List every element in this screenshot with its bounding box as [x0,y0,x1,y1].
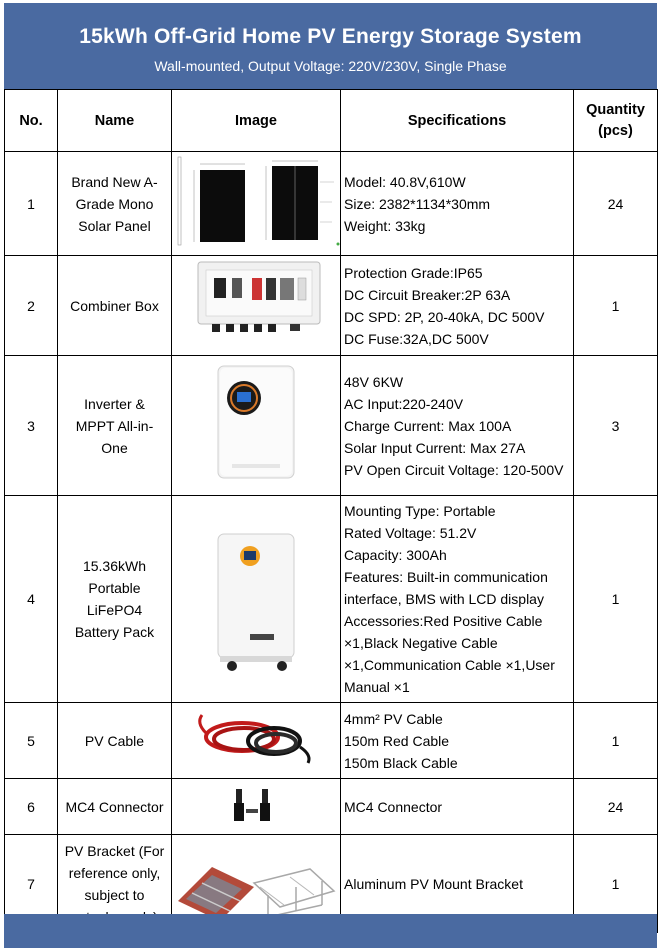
product-quantity: 24 [574,779,658,835]
row-number: 1 [5,152,58,256]
table-row [5,152,658,256]
product-name: Brand New A-Grade Mono Solar Panel [58,152,172,256]
row-number: 4 [5,496,58,703]
spec-line: Weight: 33kg [344,217,426,234]
product-image [172,356,341,496]
product-spec-table [4,89,658,933]
product-quantity: 24 [574,152,658,256]
product-name: MC4 Connector [58,779,172,835]
battery-pack-image [172,496,340,702]
spec-line: Model: 40.8V,610W [344,173,466,190]
product-image [172,779,341,835]
spec-line: DC Circuit Breaker:2P 63A [344,286,511,303]
spec-line: MC4 Connector [344,798,443,815]
product-name: Inverter & MPPT All-in-One [58,356,172,496]
mc4-connector-image [172,779,340,834]
spec-line: 48V 6KW [344,373,404,390]
column-header-specifications: Specifications [341,90,574,152]
page-header [4,3,657,89]
product-image [172,152,341,256]
spec-line: Aluminum PV Mount Bracket [344,875,523,892]
column-header-image: Image [172,90,341,152]
spec-line: Mounting Type: Portable [344,503,496,519]
spec-line: Features: Built-in communication interface, BMS with LCD display [344,569,548,607]
table-row [5,779,658,835]
product-specs [341,256,574,356]
column-header-quantity: Quantity (pcs) [574,90,658,152]
pv-cable-image [172,703,340,778]
product-quantity: 1 [574,496,658,703]
product-quantity: 1 [574,256,658,356]
table-row [5,256,658,356]
row-number: 2 [5,256,58,356]
spec-line: Solar Input Current: Max 27A [344,439,526,456]
spec-line: 150m Red Cable [344,732,450,749]
row-number: 6 [5,779,58,835]
table-header-row [5,90,658,152]
product-specs [341,779,574,835]
spec-line: Capacity: 300Ah [344,547,447,563]
column-header-no: No. [5,90,58,152]
row-number: 3 [5,356,58,496]
product-specs [341,496,574,703]
spec-line: Rated Voltage: 51.2V [344,525,477,541]
product-quantity: 3 [574,356,658,496]
page-title: 15kWh Off-Grid Home PV Energy Storage System [79,25,582,48]
spec-line: 150m Black Cable [344,754,458,771]
product-name: 15.36kWh Portable LiFePO4 Battery Pack [58,496,172,703]
spec-line: Accessories:Red Positive Cable ×1,Black Negative Cable ×1,Communication Cable ×1,User Manual ×1 [344,613,555,695]
product-specs [341,152,574,256]
spec-line: Protection Grade:IP65 [344,264,483,281]
spec-line: Size: 2382*1134*30mm [344,195,491,212]
solar-panel-drawing-image [172,152,340,255]
spec-line: DC Fuse:32A,DC 500V [344,330,489,347]
spec-line: Charge Current: Max 100A [344,417,512,434]
combiner-box-image [172,256,340,355]
table-row [5,496,658,703]
product-quantity: 1 [574,835,658,933]
row-number: 5 [5,703,58,779]
product-image [172,703,341,779]
product-image [172,496,341,703]
row-number: 7 [5,835,58,933]
page-footer-bar [4,914,657,948]
spec-line: 4mm² PV Cable [344,710,443,727]
inverter-image [172,356,340,495]
spec-line: AC Input:220-240V [344,395,464,412]
spec-line: PV Open Circuit Voltage: 120-500V [344,461,564,478]
product-name: Combiner Box [58,256,172,356]
product-name: PV Bracket (For reference only, subject to [58,835,172,933]
column-header-name: Name [58,90,172,152]
product-specs [341,356,574,496]
page-subtitle: Wall-mounted, Output Voltage: 220V/230V, Single Phase [154,58,507,74]
table-row [5,703,658,779]
product-image [172,256,341,356]
table-row [5,356,658,496]
product-specs [341,703,574,779]
spec-line: DC SPD: 2P, 20-40kA, DC 500V [344,308,545,325]
product-name: PV Cable [58,703,172,779]
product-quantity: 1 [574,703,658,779]
